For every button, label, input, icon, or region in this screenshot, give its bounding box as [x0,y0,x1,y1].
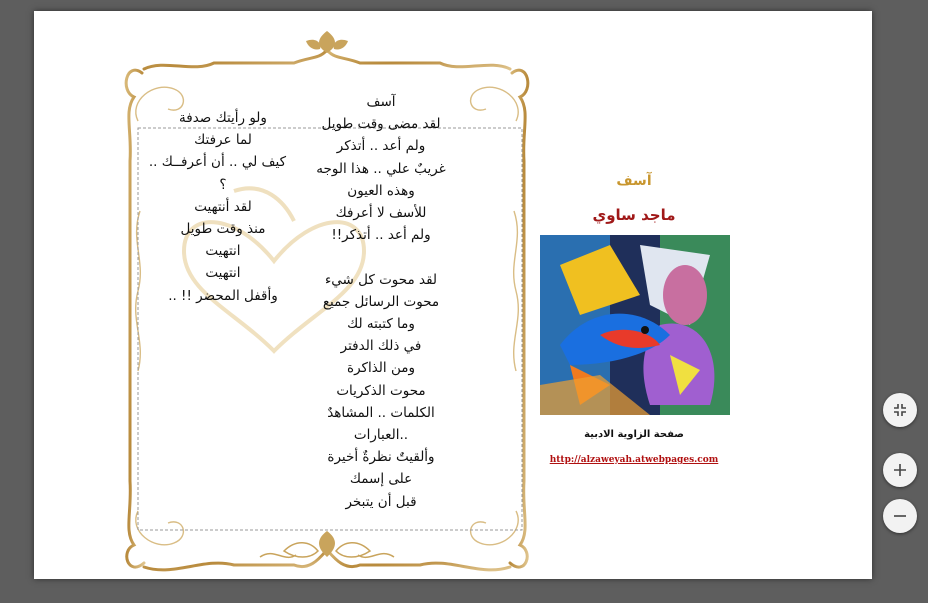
poem-main-column [316,91,446,513]
poem-line: وهذه العيون [347,182,415,199]
poem-line: ..العبارات [353,427,409,444]
poem-line: لما عرفتك [194,132,252,149]
cover-artwork [540,235,730,415]
poem-line: قبل أن يتبخر [345,493,417,510]
poem-line: لقد مضى وقت طويل [321,116,441,133]
poem-line: آسف [366,94,396,110]
poem-line: منذ وقت طويل [180,221,266,238]
fit-page-button[interactable] [883,393,917,427]
cover-title: آسف [616,173,652,189]
plus-icon [892,462,908,478]
minus-icon [892,508,908,524]
site-link[interactable]: http://alzaweyah.atwebpages.com [549,455,719,465]
poem-line: ولم أعد .. أتذكر [336,138,426,155]
zoom-out-button[interactable] [883,499,917,533]
poem-line: انتهيت [205,243,241,260]
poem-side-column [148,107,286,307]
poem-line: لقد محوت كل شيء [324,271,438,288]
poem-line: انتهيت [205,265,241,282]
zoom-in-button[interactable] [883,453,917,487]
poem-line: في ذلك الدفتر [340,338,422,355]
poem-line: وألقيتٌ نظرةٌ أخيرة [327,449,435,466]
poem-line: للأسف لا أعرفك [335,205,427,222]
poem-line: كيف لي .. أن أعرفــك .. [148,154,286,171]
poem-line: ولو رأيتك صدفة [179,110,267,126]
cover-author: ماجد ساوي [592,206,676,224]
poem-line: محوت الرسائل جميع [322,293,440,310]
poem-line: محوت الذكريات [336,382,426,399]
poem-line: ومن الذاكرة [347,360,415,377]
poem-line: ولم أعد .. أتذكر!! [331,227,431,244]
site-name: صفحة الزاوية الادبية [584,429,684,440]
poem-line: غريبٌ علي .. هذا الوجه [316,160,446,177]
poem-line: وأقفل المحضر !! .. [168,287,278,304]
poem-line [316,246,446,268]
document-page [34,11,872,579]
poem-line: وما كتبته لك [347,316,415,333]
poem-line: على إسمك [349,471,413,488]
poem-line: الكلمات .. المشاهدٌ [327,404,435,421]
fit-page-icon [892,402,908,418]
poem-line: ؟ [219,176,227,193]
poem-line: لقد أنتهيت [194,198,252,215]
